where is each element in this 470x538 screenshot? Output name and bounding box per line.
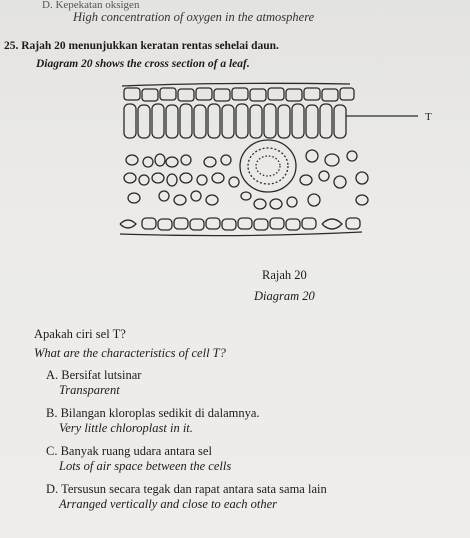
question-intro-malay — [4, 40, 279, 52]
spongy-mesophyll — [124, 150, 368, 209]
option-c-english: Lots of air space between the cells — [59, 459, 232, 473]
question-intro-malay-text: Rajah 20 menunjukkan keratan rentas sehelai daun. — [21, 40, 279, 52]
option-a-malay: A. Bersifat lutsinar — [46, 368, 142, 382]
previous-option-d: D. Kepekatan oksigen — [42, 0, 140, 11]
option-b-english: Very little chloroplast in it. — [59, 421, 193, 435]
question-intro-english: Diagram 20 shows the cross section of a leaf. — [36, 58, 250, 70]
option-b-malay: B. Bilangan kloroplas sedikit di dalamnya. — [46, 406, 260, 420]
diagram-label-t: T — [425, 111, 432, 123]
question-number: 25. — [4, 40, 19, 52]
option-d-english: Arranged vertically and close to each other — [59, 497, 277, 511]
option-c-malay: C. Banyak ruang udara antara sel — [46, 444, 212, 458]
option-a-english: Transparent — [59, 383, 120, 397]
option-a[interactable] — [46, 368, 141, 398]
question-ask-malay: Apakah ciri sel T? — [34, 327, 126, 341]
previous-option-d-english: High concentration of oxygen in the atmosphere — [73, 10, 315, 24]
option-d[interactable] — [46, 482, 327, 512]
option-b[interactable] — [46, 406, 260, 436]
lower-cuticle-line — [120, 232, 362, 236]
question-ask-english: What are the characteristics of cell T? — [34, 346, 226, 360]
upper-epidermis — [124, 88, 354, 101]
diagram-caption-english: Diagram 20 — [254, 289, 315, 303]
option-c[interactable] — [46, 444, 231, 474]
leaf-cross-section-diagram — [100, 78, 440, 260]
diagram-caption-malay: Rajah 20 — [262, 268, 307, 282]
option-d-malay: D. Tersusun secara tegak dan rapat antara sata sama lain — [46, 482, 327, 496]
upper-cuticle-line — [122, 83, 350, 86]
palisade-layer — [124, 104, 346, 138]
lower-epidermis — [120, 218, 360, 230]
